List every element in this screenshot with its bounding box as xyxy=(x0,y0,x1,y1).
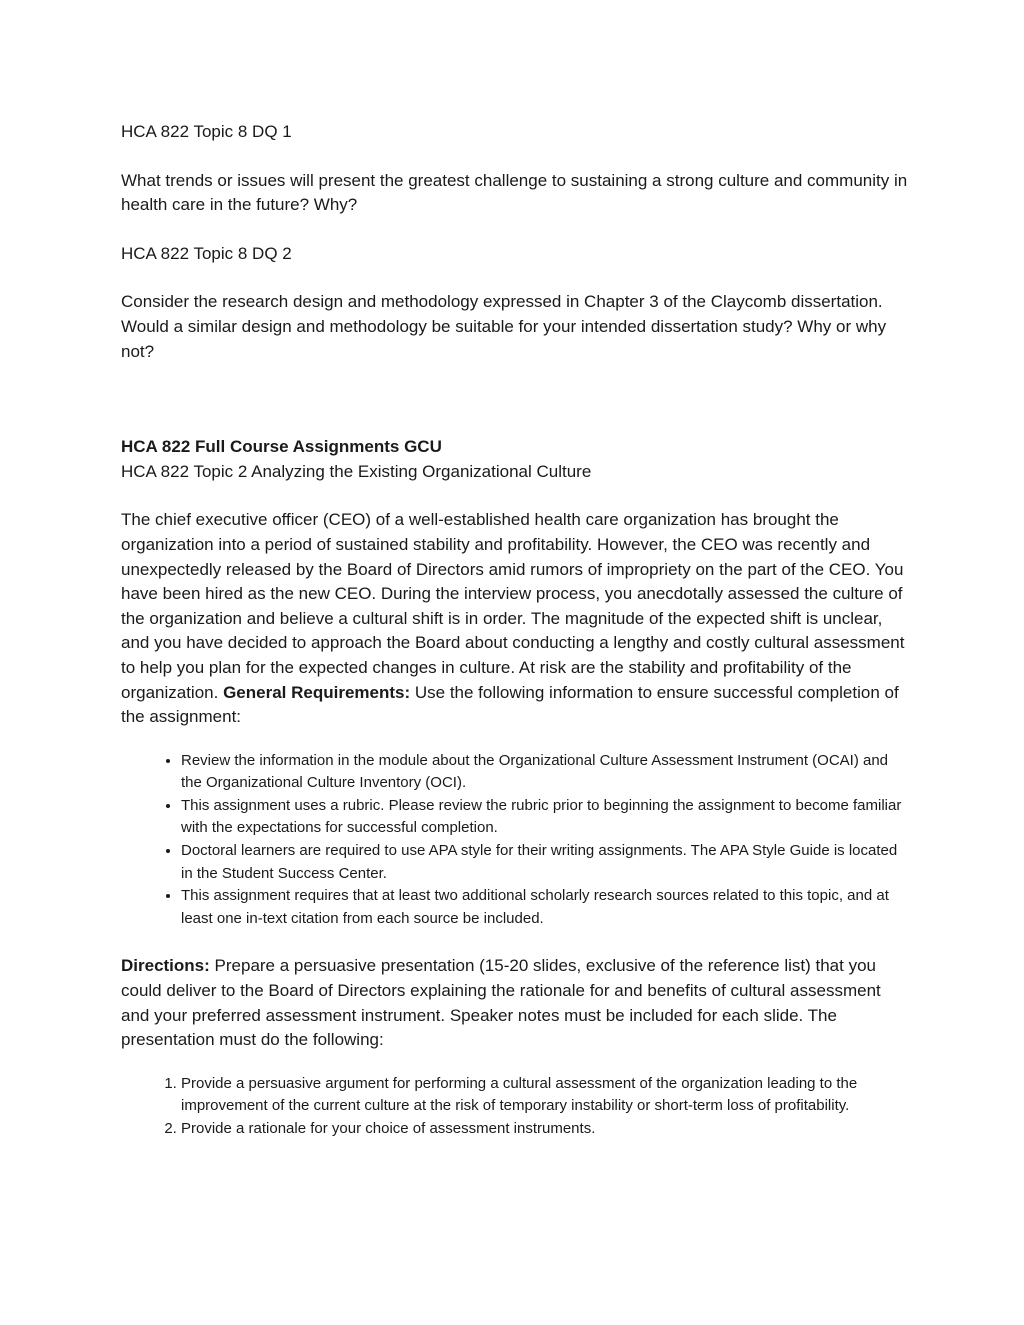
intro-paragraph xyxy=(121,508,911,729)
list-item: 2. Provide a rationale for your choice of assessment instruments. xyxy=(181,1118,911,1141)
dq2-heading: HCA 822 Topic 8 DQ 2 xyxy=(121,243,292,263)
list-item: 1. Provide a persuasive argument for performing a cultural assessment of the organization leading to the improvement of the current culture at the risk of temporary instability or short-term loss of profitability. xyxy=(181,1073,911,1118)
general-requirements-text: Use the following information to ensure successful completion of the assignment: xyxy=(121,682,899,727)
directions-label: Directions: xyxy=(121,956,210,976)
dq2-question: Consider the research design and methodology expressed in Chapter 3 of the Claycomb dissertation. Would a similar design and methodology be suitable for your intended dissertation study? Why or why not? xyxy=(121,292,887,361)
list-item: • This assignment uses a rubric. Please review the rubric prior to beginning the assignment to become familiar with the expectations for successful completion. xyxy=(181,795,911,840)
document-page xyxy=(121,120,911,1141)
topic2-title: HCA 822 Topic 2 Analyzing the Existing Organizational Culture xyxy=(121,461,592,481)
list-item: • Doctoral learners are required to use APA style for their writing assignments. The APA Style Guide is located in the Student Success Center. xyxy=(181,840,911,885)
intro-text: The chief executive officer (CEO) of a well-established health care organization has brought the organization into a period of sustained stability and profitability. However, the CEO was recently and unexpectedly released by the Board of Directors amid rumors of impropriety on the part of the CEO. You have been hired as the new CEO. During the interview process, you anecdotally assessed the culture of the organization and believe a cultural shift is in order. The magnitude of the expected shift is unclear, and you have decided to approach the Board about conducting a lengthy and costly cultural assessment to help you plan for the expected changes in culture. At risk are the stability and profitability of the organization. xyxy=(121,510,905,702)
list-item: • Review the information in the module about the Organizational Culture Assessment Instrument (OCAI) and the Organizational Culture Inventory (OCI). xyxy=(181,750,911,795)
list-item: • This assignment requires that at least two additional scholarly research sources related to this topic, and at least one in-text citation from each source be included. xyxy=(181,885,911,930)
requirements-list xyxy=(121,750,911,931)
course-title: HCA 822 Full Course Assignments GCU xyxy=(121,437,442,457)
dq1-question: What trends or issues will present the greatest challenge to sustaining a strong culture and community in health care in the future? Why? xyxy=(121,170,908,215)
directions-paragraph xyxy=(121,954,911,1052)
general-requirements-label: General Requirements: xyxy=(223,682,411,702)
dq1-heading: HCA 822 Topic 8 DQ 1 xyxy=(121,122,292,141)
directions-list xyxy=(121,1073,911,1141)
directions-text: Prepare a persuasive presentation (15-20 slides, exclusive of the reference list) that you could deliver to the Board of Directors explaining the rationale for and benefits of cultural assessment and your preferred assessment instrument. Speaker notes must be included for each slide. The presentation must do the following: xyxy=(121,956,881,1050)
